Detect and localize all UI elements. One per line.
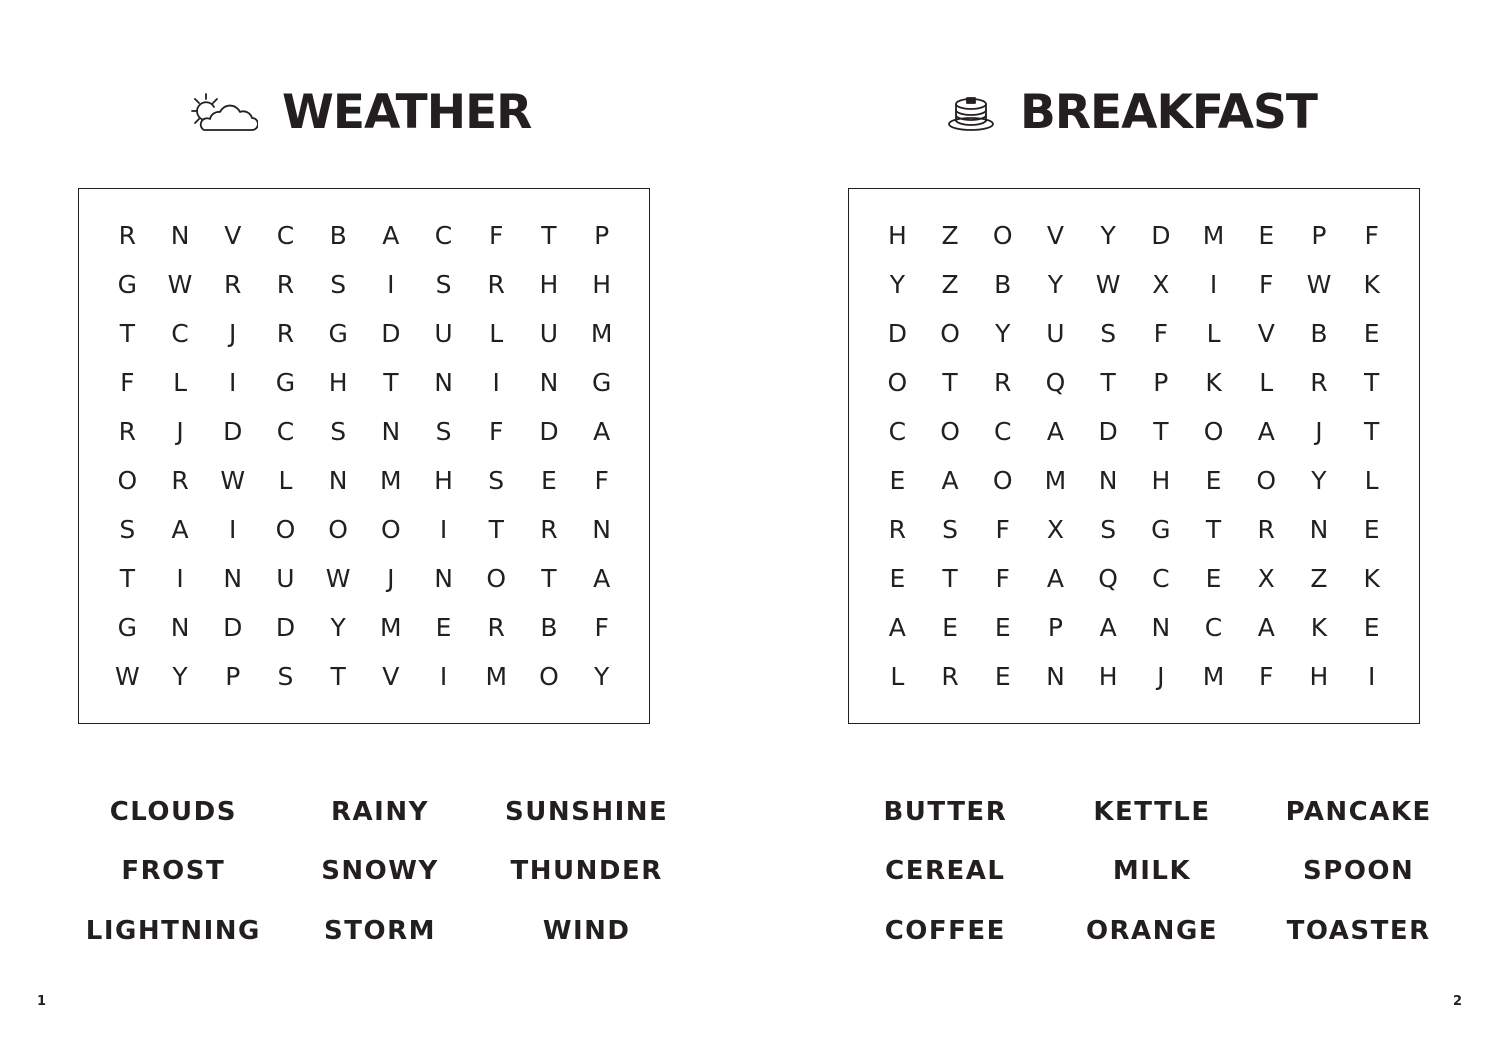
grid-letter: R [888, 515, 907, 544]
grid-letter: O [275, 515, 296, 544]
grid-letter: O [539, 662, 559, 691]
grid-letter: J [176, 417, 184, 446]
grid-letter: A [593, 417, 611, 446]
grid-letter: F [1259, 270, 1274, 299]
grid-letter: O [940, 417, 960, 446]
grid-letter: S [435, 270, 452, 299]
grid-letter: N [170, 221, 190, 250]
grid-letter: N [1309, 515, 1329, 544]
grid-letter: H [1309, 662, 1329, 691]
grid-letter: O [992, 466, 1013, 495]
grid-letter: H [328, 368, 348, 397]
grid-letter: K [1310, 613, 1328, 642]
grid-letter: D [381, 319, 401, 348]
grid-letter: R [941, 662, 959, 691]
grid-letter: A [888, 613, 906, 642]
puzzle-title-row [946, 84, 1317, 140]
grid-letter: M [1202, 221, 1225, 250]
grid-letter: E [1205, 564, 1222, 593]
grid-letter: F [1259, 662, 1274, 691]
grid-letter: H [1151, 466, 1171, 495]
grid-letter: Z [1310, 564, 1328, 593]
grid-letter: G [591, 368, 612, 397]
grid-letter: N [328, 466, 348, 495]
grid-letter: Y [1047, 270, 1064, 299]
grid-letter: S [277, 662, 294, 691]
word-search-grid-box [848, 188, 1420, 724]
grid-letter: D [1151, 221, 1171, 250]
grid-letter: U [1046, 319, 1065, 348]
grid-letter: N [1046, 662, 1065, 691]
grid-letter: P [1047, 613, 1063, 642]
grid-letter: L [1259, 368, 1274, 397]
grid-letter: G [117, 270, 138, 299]
grid-letter: B [540, 613, 558, 642]
puzzle-title: BREAKFAST [1020, 84, 1317, 140]
grid-letter: F [1153, 319, 1169, 348]
word-list [842, 782, 1462, 962]
grid-letter: T [119, 564, 135, 593]
grid-letter: Y [330, 613, 346, 642]
word-list-item: FROST [121, 856, 226, 887]
grid-letter: Q [1098, 564, 1118, 593]
grid-letter: I [1367, 662, 1376, 691]
grid-letter: O [992, 221, 1013, 250]
grid-letter: D [275, 613, 296, 642]
grid-letter: N [1151, 613, 1171, 642]
grid-letter: N [539, 368, 559, 397]
grid-letter: T [383, 368, 399, 397]
grid-letter: X [1257, 564, 1275, 593]
grid-letter: Y [1311, 466, 1327, 495]
grid-letter: Q [1045, 368, 1066, 397]
grid-letter: L [278, 466, 293, 495]
grid-letter: P [1311, 221, 1327, 250]
grid-letter: F [1364, 221, 1379, 250]
grid-letter: C [994, 417, 1012, 446]
grid-letter: R [540, 515, 558, 544]
grid-letter: R [118, 417, 137, 446]
grid-letter: N [381, 417, 401, 446]
grid-letter: J [1157, 662, 1165, 691]
grid-letter: X [1046, 515, 1065, 544]
grid-letter: Y [889, 270, 905, 299]
grid-letter: C [434, 221, 453, 250]
grid-letter: A [1099, 613, 1117, 642]
grid-letter: G [275, 368, 296, 397]
grid-letter: K [1363, 270, 1380, 299]
grid-letter: D [1098, 417, 1118, 446]
grid-letter: M [485, 662, 508, 691]
grid-letter: S [435, 417, 452, 446]
grid-letter: N [592, 515, 611, 544]
grid-letter: E [1205, 466, 1222, 495]
pancake-stack-icon [946, 90, 996, 134]
grid-letter: P [594, 221, 610, 250]
grid-letter: W [220, 466, 246, 495]
grid-letter: I [229, 515, 237, 544]
grid-letter: D [539, 417, 559, 446]
grid-letter: E [435, 613, 452, 642]
grid-letter: A [382, 221, 400, 250]
grid-letter: H [1098, 662, 1118, 691]
grid-letter: J [387, 564, 395, 593]
grid-letter: N [434, 564, 453, 593]
grid-letter: M [380, 613, 402, 642]
grid-letter: C [276, 417, 295, 446]
grid-letter: E [942, 613, 958, 642]
word-list-item: SNOWY [321, 856, 439, 887]
grid-letter: G [117, 613, 138, 642]
grid-letter: G [1151, 515, 1171, 544]
word-list-item: RAINY [331, 796, 429, 827]
grid-letter: Y [594, 662, 610, 691]
grid-letter: Z [941, 221, 959, 250]
word-list-item: BUTTER [883, 796, 1008, 827]
grid-letter: T [1153, 417, 1169, 446]
grid-letter: J [229, 319, 237, 348]
grid-letter: S [1100, 515, 1117, 544]
grid-letter: C [1204, 613, 1223, 642]
grid-letter: Z [941, 270, 959, 299]
grid-letter: T [541, 221, 557, 250]
puzzle-title: WEATHER [282, 84, 532, 140]
grid-letter: I [492, 368, 500, 397]
grid-letter: R [224, 270, 242, 299]
grid-letter: S [119, 515, 136, 544]
grid-letter: A [941, 466, 959, 495]
grid-letter: I [176, 564, 184, 593]
grid-letter: M [590, 319, 613, 348]
word-list-item: SPOON [1303, 856, 1415, 887]
grid-letter: H [434, 466, 453, 495]
page-number: 2 [1453, 994, 1463, 1009]
grid-letter: U [276, 564, 295, 593]
grid-letter: S [942, 515, 958, 544]
grid-letter: F [594, 613, 609, 642]
grid-letter: E [1363, 515, 1380, 544]
grid-letter: T [488, 515, 504, 544]
grid-letter: T [942, 564, 958, 593]
grid-letter: W [1306, 270, 1332, 299]
grid-letter: P [1153, 368, 1169, 397]
grid-letter: R [276, 319, 295, 348]
grid-letter: O [1203, 417, 1224, 446]
grid-letter: W [167, 270, 193, 299]
grid-letter: I [439, 515, 448, 544]
word-list-item: COFFEE [884, 915, 1006, 946]
grid-letter: A [171, 515, 189, 544]
grid-letter: R [487, 613, 505, 642]
grid-letter: F [995, 515, 1010, 544]
grid-letter: P [225, 662, 241, 691]
word-list [70, 782, 690, 962]
grid-letter: T [119, 319, 135, 348]
grid-letter: F [594, 466, 609, 495]
word-list-item: PANCAKE [1285, 796, 1432, 827]
grid-letter: X [1152, 270, 1170, 299]
grid-letter: E [994, 613, 1011, 642]
grid-letter: C [171, 319, 189, 348]
breakfast-puzzle-page [750, 0, 1500, 1054]
grid-letter: F [995, 564, 1010, 593]
grid-letter: L [489, 319, 504, 348]
word-search-grid-box [78, 188, 650, 724]
grid-letter: L [1364, 466, 1379, 495]
word-list-item: MILK [1112, 856, 1192, 887]
grid-letter: O [887, 368, 908, 397]
puzzle-title-row [190, 84, 531, 140]
grid-letter: C [888, 417, 907, 446]
grid-letter: A [593, 564, 611, 593]
grid-letter: H [539, 270, 559, 299]
word-list-item: SUNSHINE [505, 796, 669, 827]
word-list-item: KETTLE [1093, 796, 1211, 827]
grid-letter: J [1315, 417, 1323, 446]
grid-letter: R [1257, 515, 1275, 544]
word-list-item: CLOUDS [109, 796, 237, 827]
grid-letter: O [940, 319, 960, 348]
grid-letter: E [1363, 319, 1380, 348]
grid-letter: T [1205, 515, 1222, 544]
grid-letter: T [541, 564, 557, 593]
grid-letter: N [170, 613, 190, 642]
grid-letter: S [488, 466, 505, 495]
grid-letter: K [1363, 564, 1380, 593]
grid-letter: V [1257, 319, 1275, 348]
grid-letter: N [434, 368, 453, 397]
grid-letter: C [1152, 564, 1170, 593]
grid-letter: S [330, 417, 347, 446]
grid-letter: V [1046, 221, 1064, 250]
grid-letter: H [887, 221, 907, 250]
word-list-item: CEREAL [885, 856, 1006, 887]
grid-letter: C [276, 221, 295, 250]
grid-letter: Y [995, 319, 1011, 348]
grid-letter: B [329, 221, 347, 250]
grid-letter: E [1363, 613, 1380, 642]
word-list-item: WIND [542, 915, 631, 946]
grid-letter: B [1310, 319, 1328, 348]
grid-letter: R [276, 270, 295, 299]
grid-letter: M [1202, 662, 1225, 691]
grid-letter: W [325, 564, 351, 593]
grid-letter: T [1364, 417, 1380, 446]
grid-letter: N [1098, 466, 1118, 495]
grid-letter: O [1256, 466, 1277, 495]
grid-letter: U [539, 319, 559, 348]
grid-letter: E [994, 662, 1011, 691]
grid-letter: O [381, 515, 401, 544]
grid-letter: I [387, 270, 395, 299]
word-list-item: TOASTER [1286, 915, 1431, 946]
word-search-grid [101, 211, 628, 701]
grid-letter: L [890, 662, 905, 691]
word-search-grid [871, 211, 1398, 701]
grid-letter: A [1257, 613, 1275, 642]
grid-letter: I [1209, 270, 1218, 299]
grid-letter: V [224, 221, 242, 250]
grid-letter: T [942, 368, 958, 397]
grid-letter: W [1095, 270, 1121, 299]
grid-letter: W [114, 662, 140, 691]
sun-cloud-icon [190, 90, 258, 134]
grid-letter: E [1258, 221, 1275, 250]
grid-letter: N [223, 564, 243, 593]
grid-letter: R [1310, 368, 1328, 397]
grid-letter: D [223, 417, 243, 446]
grid-letter: S [1100, 319, 1117, 348]
word-list-item: ORANGE [1085, 915, 1219, 946]
grid-letter: B [994, 270, 1012, 299]
grid-letter: K [1205, 368, 1222, 397]
grid-letter: D [887, 319, 907, 348]
grid-letter: M [1044, 466, 1067, 495]
word-list-item: LIGHTNING [85, 915, 261, 946]
grid-letter: U [434, 319, 453, 348]
grid-letter: G [328, 319, 348, 348]
page-number: 1 [37, 994, 47, 1009]
grid-letter: S [330, 270, 347, 299]
grid-letter: D [223, 613, 243, 642]
grid-letter: E [889, 466, 906, 495]
grid-letter: F [120, 368, 135, 397]
grid-letter: A [1257, 417, 1275, 446]
grid-letter: A [1046, 564, 1064, 593]
grid-letter: O [328, 515, 348, 544]
grid-letter: L [173, 368, 187, 397]
grid-letter: Y [1100, 221, 1116, 250]
grid-letter: I [439, 662, 448, 691]
grid-letter: O [117, 466, 138, 495]
grid-letter: H [592, 270, 612, 299]
grid-letter: T [330, 662, 346, 691]
grid-letter: V [382, 662, 400, 691]
grid-letter: M [380, 466, 402, 495]
grid-letter: I [229, 368, 237, 397]
grid-letter: R [994, 368, 1012, 397]
word-list-item: THUNDER [510, 856, 663, 887]
grid-letter: A [1046, 417, 1064, 446]
grid-letter: R [171, 466, 189, 495]
grid-letter: Y [172, 662, 188, 691]
word-list-item: STORM [324, 915, 436, 946]
grid-letter: T [1364, 368, 1380, 397]
grid-letter: O [486, 564, 507, 593]
grid-letter: L [1206, 319, 1221, 348]
grid-letter: E [541, 466, 557, 495]
grid-letter: T [1100, 368, 1116, 397]
grid-letter: F [489, 417, 504, 446]
grid-letter: E [889, 564, 906, 593]
grid-letter: R [487, 270, 505, 299]
grid-letter: R [118, 221, 137, 250]
grid-letter: F [489, 221, 504, 250]
